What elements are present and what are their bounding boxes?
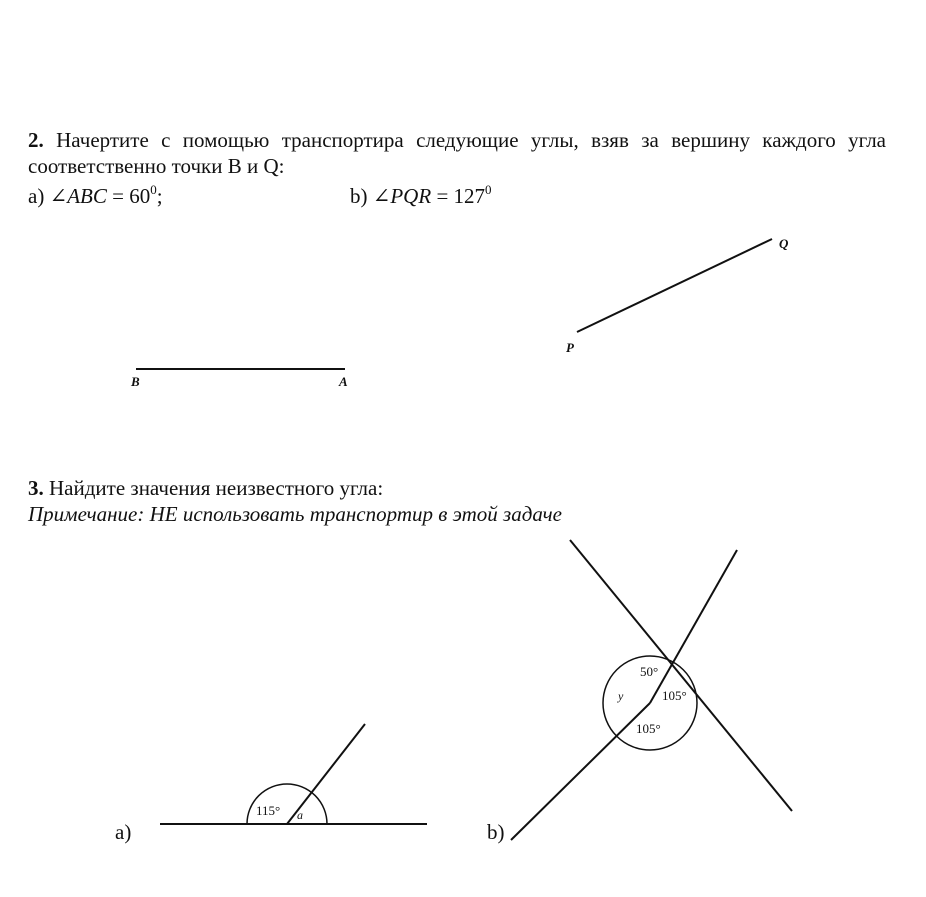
task3-note: Примечание: НЕ использовать транспортир в этой задаче xyxy=(28,502,562,526)
figure-b-label: b) xyxy=(487,820,505,844)
angle-value-a: = 60 xyxy=(106,184,151,208)
task2-line2: соответственно точки B и Q: xyxy=(28,154,285,178)
ray-qp xyxy=(577,239,772,332)
angle-50-label: 50° xyxy=(640,664,659,679)
part-a-end: ; xyxy=(156,184,163,208)
point-a-label: A xyxy=(339,374,348,389)
task2-number: 2. xyxy=(28,128,44,152)
angle-105-right-label: 105° xyxy=(662,688,687,703)
ray-2 xyxy=(650,550,737,703)
angle-115-label: 115° xyxy=(256,803,281,818)
angle-symbol: ∠ xyxy=(372,184,391,208)
point-p-label: P xyxy=(566,340,574,355)
figure-angles-around-point xyxy=(511,540,792,840)
task2-instruction: Начертите с помощью транспортира следующие углы, взяв за вершину каждого угла xyxy=(56,128,886,152)
part-b-label: b) xyxy=(350,184,368,208)
angle-y-label: y xyxy=(618,689,624,703)
angle-name-pqr: PQR xyxy=(390,184,432,208)
angle-a-label: a xyxy=(297,808,303,822)
part-a-label: a) xyxy=(28,184,45,208)
point-q-label: Q xyxy=(779,236,789,251)
ray-3 xyxy=(511,703,650,840)
point-b-label: B xyxy=(131,374,140,389)
task3-number: 3. xyxy=(28,476,44,500)
figure-adjacent-angles xyxy=(160,724,427,824)
figure-ray-ba xyxy=(130,369,348,389)
angle-105-bottom-label: 105° xyxy=(636,721,661,736)
degree-mark-b: 0 xyxy=(485,182,492,197)
figure-a-label: a) xyxy=(115,820,132,844)
task3-title: Найдите значения неизвестного угла: xyxy=(43,476,384,500)
angle-symbol: ∠ xyxy=(49,184,68,208)
angle-name-abc: ABC xyxy=(67,184,107,208)
figure-ray-qp xyxy=(566,236,789,355)
degree-mark-a: 0 xyxy=(150,182,157,197)
line-1 xyxy=(570,540,792,811)
angle-value-b: = 127 xyxy=(431,184,486,208)
